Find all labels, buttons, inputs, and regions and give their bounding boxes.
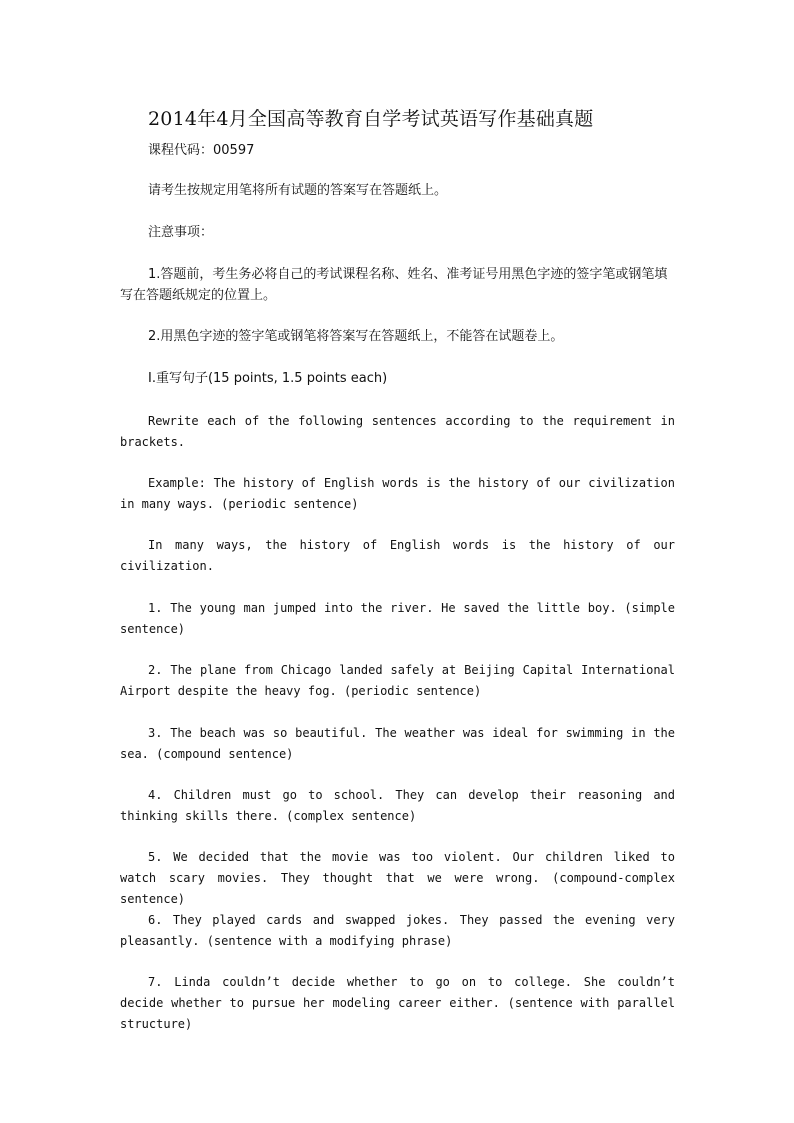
page-title: 2014年4月全国高等教育自学考试英语写作基础真题 [148,108,594,130]
question-5: 5. We decided that the movie was too violent. Our children liked to watch scary movies. They thought that we were wrong. (compound-complex sentence) [120,850,675,906]
section-heading: I.重写句子(15 points, 1.5 points each) [148,371,388,386]
question-1: 1. The young man jumped into the river. He saved the little boy. (simple sentence) [120,601,675,636]
question-2: 2. The plane from Chicago landed safely at Beijing Capital International Airport despite the heavy fog. (periodic sentence) [120,663,675,698]
note-2: 2.用黑色字迹的签字笔或钢笔将答案写在答题纸上，不能答在试题卷上。 [148,329,564,344]
question-6: 6. They played cards and swapped jokes. They passed the evening very pleasantly. (sentence with a modifying phrase) [120,913,675,948]
directions-text: Rewrite each of the following sentences according to the requirement in brackets. [120,414,675,449]
example-sentence: Example: The history of English words is the history of our civilization in many ways. (periodic sentence) [120,476,675,511]
question-7: 7. Linda couldn’t decide whether to go on to college. She couldn’t decide whether to pursue her modeling career either. (sentence with parallel structure) [120,975,675,1031]
question-3: 3. The beach was so beautiful. The weather was ideal for swimming in the sea. (compound sentence) [120,726,675,761]
exam-instruction: 请考生按规定用笔将所有试题的答案写在答题纸上。 [148,183,448,198]
course-code: 课程代码：00597 [148,143,255,158]
notes-heading: 注意事项： [148,225,214,240]
note-1: 1.答题前，考生务必将自己的考试课程名称、姓名、准考证号用黑色字迹的签字笔或钢笔填写在答题纸规定的位置上。 [120,267,668,303]
question-4: 4. Children must go to school. They can develop their reasoning and thinking skills there. (complex sentence) [120,788,675,823]
example-answer: In many ways, the history of English words is the history of our civilization. [120,538,675,573]
